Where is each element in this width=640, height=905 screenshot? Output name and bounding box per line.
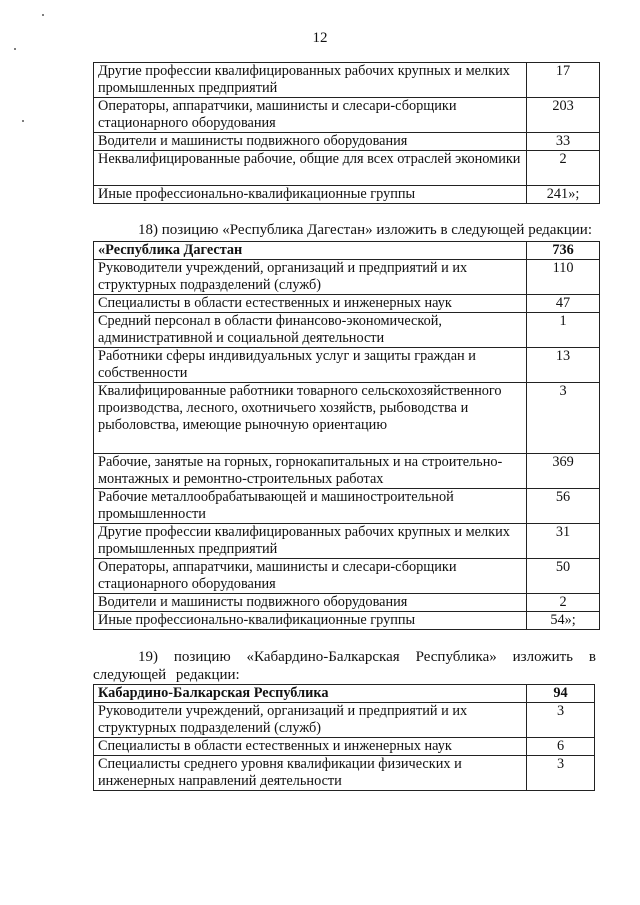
table-header-row <box>94 685 595 703</box>
table-row <box>94 348 600 383</box>
row-label: Специалисты в области естественных и инженерных наук <box>94 738 527 756</box>
row-label: Операторы, аппаратчики, машинисты и слесари-сборщики стационарного оборудования <box>94 559 527 594</box>
table-kbr <box>93 684 595 791</box>
row-label: Специалисты среднего уровня квалификации физических и инженерных направлений деятельности <box>94 756 527 791</box>
table-dagestan <box>93 241 600 630</box>
table-row <box>94 559 600 594</box>
table-header-row <box>94 242 600 260</box>
row-value: 54»; <box>527 612 600 630</box>
row-value: 47 <box>527 295 600 313</box>
row-value: 13 <box>527 348 600 383</box>
table-row <box>94 383 600 454</box>
row-value: 50 <box>527 559 600 594</box>
row-value: 31 <box>527 524 600 559</box>
row-value: 3 <box>527 383 600 454</box>
row-label: Иные профессионально-квалификационные группы <box>94 186 527 204</box>
table-row <box>94 703 595 738</box>
scan-speck <box>14 48 16 50</box>
table-row <box>94 313 600 348</box>
row-value: 110 <box>527 260 600 295</box>
paragraph-19: 19) позицию «Кабардино-Балкарская Республика» изложить в следующей редакции: <box>93 649 596 683</box>
row-label: Иные профессионально-квалификационные группы <box>94 612 527 630</box>
row-label: Специалисты в области естественных и инженерных наук <box>94 295 527 313</box>
table-row <box>94 612 600 630</box>
table-row <box>94 738 595 756</box>
table-row <box>94 489 600 524</box>
page-number: 12 <box>312 30 328 46</box>
region-name: Кабардино-Балкарская Республика <box>94 685 527 703</box>
row-value: 203 <box>527 98 600 133</box>
row-label: Другие профессии квалифицированных рабочих крупных и мелких промышленных предприятий <box>94 63 527 98</box>
scan-speck <box>22 120 24 122</box>
row-value: 2 <box>527 151 600 186</box>
table-row <box>94 594 600 612</box>
row-value: 369 <box>527 454 600 489</box>
row-value: 3 <box>527 703 595 738</box>
row-label: Средний персонал в области финансово-экономической, административной и социальной деятельности <box>94 313 527 348</box>
table-row <box>94 524 600 559</box>
row-value: 56 <box>527 489 600 524</box>
row-label: Работники сферы индивидуальных услуг и защиты граждан и собственности <box>94 348 527 383</box>
row-label: Водители и машинисты подвижного оборудования <box>94 133 527 151</box>
row-value: 1 <box>527 313 600 348</box>
row-label: Неквалифицированные рабочие, общие для всех отраслей экономики <box>94 151 527 186</box>
table-row <box>94 756 595 791</box>
table-row <box>94 98 600 133</box>
region-name: «Республика Дагестан <box>94 242 527 260</box>
table-row <box>94 260 600 295</box>
row-label: Квалифицированные работники товарного сельскохозяйственного производства, лесного, охотничьего хозяйств, рыбоводства и рыболовства, имеющие рыночную ориентацию <box>94 383 527 454</box>
row-value: 33 <box>527 133 600 151</box>
row-label: Операторы, аппаратчики, машинисты и слесари-сборщики стационарного оборудования <box>94 98 527 133</box>
row-label: Руководители учреждений, организаций и предприятий и их структурных подразделений (служб) <box>94 260 527 295</box>
row-label: Рабочие, занятые на горных, горнокапитальных и на строительно-монтажных и ремонтно-строительных работах <box>94 454 527 489</box>
region-total: 94 <box>527 685 595 703</box>
row-label: Рабочие металлообрабатывающей и машиностроительной промышленности <box>94 489 527 524</box>
table-row <box>94 186 600 204</box>
row-value: 6 <box>527 738 595 756</box>
row-value: 17 <box>527 63 600 98</box>
table-row <box>94 295 600 313</box>
row-label: Другие профессии квалифицированных рабочих крупных и мелких промышленных предприятий <box>94 524 527 559</box>
table-continued <box>93 62 600 204</box>
region-total: 736 <box>527 242 600 260</box>
row-label: Руководители учреждений, организаций и предприятий и их структурных подразделений (служб) <box>94 703 527 738</box>
scan-speck <box>42 14 44 16</box>
table-row <box>94 454 600 489</box>
row-value: 3 <box>527 756 595 791</box>
paragraph-18: 18) позицию «Республика Дагестан» изложить в следующей редакции: <box>138 222 592 238</box>
row-value: 241»; <box>527 186 600 204</box>
row-label: Водители и машинисты подвижного оборудования <box>94 594 527 612</box>
table-row <box>94 63 600 98</box>
table-row <box>94 151 600 186</box>
row-value: 2 <box>527 594 600 612</box>
table-row <box>94 133 600 151</box>
